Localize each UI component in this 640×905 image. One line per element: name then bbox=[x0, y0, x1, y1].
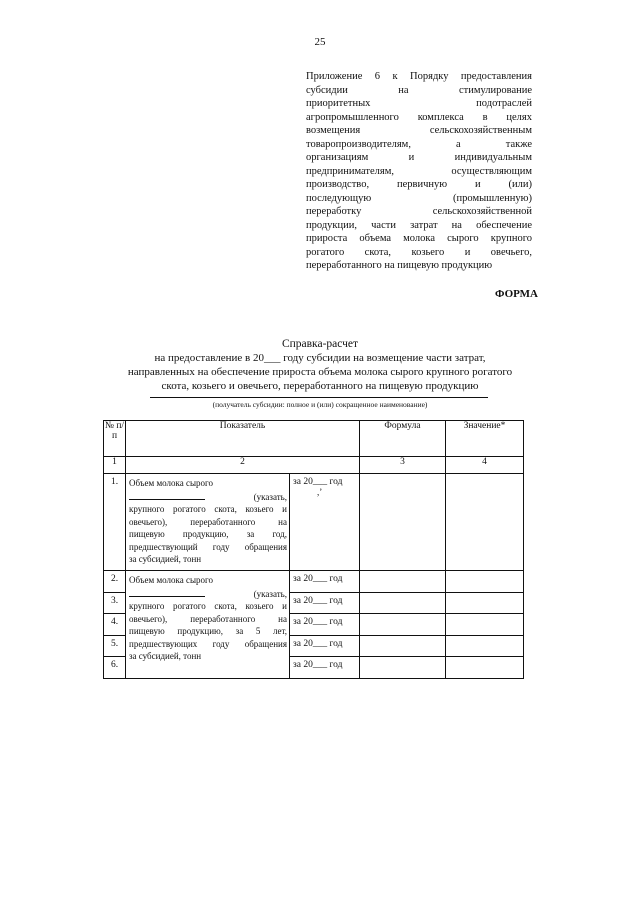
mark-glyph: ,’ bbox=[317, 487, 323, 497]
table-row bbox=[104, 474, 524, 571]
description-line: крупного рогатого скота, козьего и bbox=[129, 601, 287, 611]
row-number: 6. bbox=[104, 657, 126, 679]
column-number-row bbox=[104, 457, 524, 474]
table-header-row bbox=[104, 421, 524, 457]
year-cell: за 20___ год bbox=[290, 614, 360, 636]
indicator-description bbox=[126, 474, 290, 571]
recipient-fill-line[interactable] bbox=[150, 397, 488, 398]
appendix-line: возмещения сельскохозяйственным bbox=[306, 125, 532, 136]
description-line: овечьего), переработанного на bbox=[129, 516, 287, 527]
description-line: пищевую продукцию, за 5 лет, bbox=[129, 626, 287, 636]
document-subtitle-line: на предоставление в 20___ году субсидии на возмещение части затрат, bbox=[154, 352, 486, 364]
year-cell: за 20___ год bbox=[290, 657, 360, 679]
row-number: 2. bbox=[104, 571, 126, 593]
fill-blank[interactable] bbox=[129, 587, 205, 597]
description-line: Объем молока сырого bbox=[129, 575, 214, 585]
value-cell[interactable] bbox=[446, 474, 524, 571]
description-line: предшествующий году обращения bbox=[129, 541, 287, 552]
appendix-line: организациям и индивидуальным bbox=[306, 152, 532, 163]
formula-cell[interactable] bbox=[360, 593, 446, 614]
appendix-line: Приложение 6 к Порядку предоставления bbox=[306, 71, 532, 82]
row-number: 3. bbox=[104, 593, 126, 614]
page-number: 25 bbox=[314, 36, 326, 48]
document-subtitle-line: скота, козьего и овечьего, переработанного на пищевую продукцию bbox=[161, 380, 479, 392]
year-cell: за 20___ год bbox=[290, 593, 360, 614]
year-label: за 20___ год bbox=[293, 477, 343, 487]
header-formula: Формула bbox=[360, 421, 446, 457]
description-line: за субсидией, тонн bbox=[129, 651, 202, 661]
formula-cell[interactable] bbox=[360, 657, 446, 679]
forma-label: ФОРМА bbox=[495, 288, 538, 300]
value-cell[interactable] bbox=[446, 657, 524, 679]
header-value: Значение* bbox=[446, 421, 524, 457]
description-line: пищевую продукцию, за год, bbox=[129, 529, 287, 539]
appendix-line: прироста объема молока сырого крупного bbox=[306, 233, 532, 244]
appendix-line: агропромышленного комплекса в целях bbox=[306, 111, 532, 123]
appendix-line: предпринимателям, осуществляющим bbox=[306, 165, 532, 177]
appendix-line: товаропроизводителям, а также bbox=[306, 138, 532, 150]
appendix-header bbox=[306, 70, 532, 273]
value-cell[interactable] bbox=[446, 636, 524, 657]
row-number: 5. bbox=[104, 636, 126, 657]
formula-cell[interactable] bbox=[360, 636, 446, 657]
value-cell[interactable] bbox=[446, 593, 524, 614]
document-subtitle-line: направленных на обеспечение прироста объема молока сырого крупного рогатого bbox=[127, 366, 513, 378]
description-line bbox=[129, 490, 287, 504]
description-text: (указать, bbox=[253, 491, 287, 502]
row-number: 4. bbox=[104, 614, 126, 636]
description-text: (указать, bbox=[253, 588, 287, 599]
column-number: 3 bbox=[360, 457, 446, 474]
year-cell bbox=[290, 474, 360, 571]
fill-blank[interactable] bbox=[129, 490, 205, 500]
header-indicator: Показатель bbox=[126, 421, 360, 457]
year-cell: за 20___ год bbox=[290, 571, 360, 593]
description-line: предшествующих году обращения bbox=[129, 638, 287, 649]
formula-cell[interactable] bbox=[360, 614, 446, 636]
description-line: крупного рогатого скота, козьего и bbox=[129, 504, 287, 514]
indicator-description bbox=[126, 571, 290, 679]
appendix-line: производство, первичную и (или) bbox=[306, 179, 532, 190]
description-line bbox=[129, 587, 287, 601]
header-num: № п/п bbox=[104, 421, 126, 457]
appendix-line: продукции, части затрат на обеспечение bbox=[306, 219, 532, 231]
formula-cell[interactable] bbox=[360, 474, 446, 571]
document-title: Справка-расчет bbox=[281, 338, 359, 350]
formula-cell[interactable] bbox=[360, 571, 446, 593]
appendix-line: рогатого скота, козьего и овечьего, bbox=[306, 246, 532, 258]
description-line: овечьего), переработанного на bbox=[129, 613, 287, 624]
appendix-line: приоритетных подотраслей bbox=[306, 98, 532, 109]
calculation-table bbox=[103, 420, 524, 679]
year-cell: за 20___ год bbox=[290, 636, 360, 657]
document-title-block bbox=[100, 337, 540, 393]
column-number: 1 bbox=[104, 457, 126, 474]
column-number: 2 bbox=[126, 457, 360, 474]
appendix-line: последующую (промышленную) bbox=[306, 192, 532, 204]
table-row bbox=[104, 571, 524, 593]
value-cell[interactable] bbox=[446, 571, 524, 593]
appendix-line: субсидии на стимулирование bbox=[306, 84, 532, 96]
value-cell[interactable] bbox=[446, 614, 524, 636]
column-number: 4 bbox=[446, 457, 524, 474]
description-line: Объем молока сырого bbox=[129, 478, 214, 488]
appendix-line: переработку сельскохозяйственной bbox=[306, 206, 532, 217]
row-number: 1. bbox=[104, 474, 126, 571]
recipient-caption: (получатель субсидии: полное и (или) сокращенное наименование) bbox=[212, 400, 428, 409]
description-line: за субсидией, тонн bbox=[129, 554, 202, 564]
appendix-line: переработанного на пищевую продукцию bbox=[306, 260, 493, 271]
